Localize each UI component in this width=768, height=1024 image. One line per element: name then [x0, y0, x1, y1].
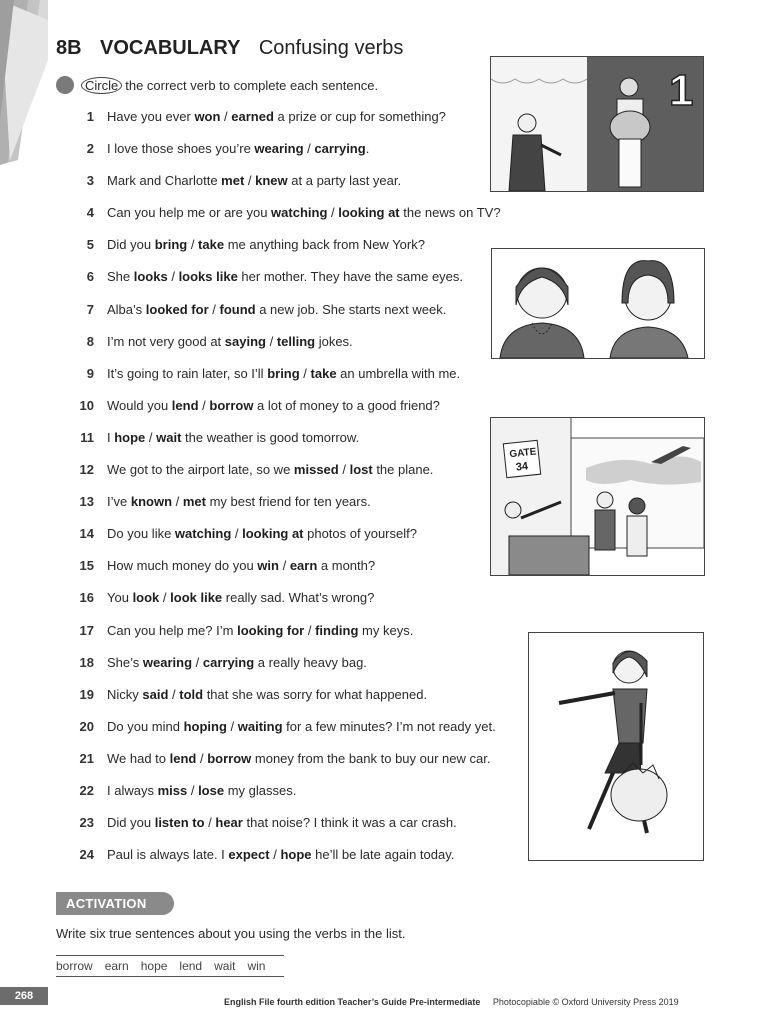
verb-option[interactable]: carrying — [314, 141, 366, 157]
sentence-fragment: the plane. — [372, 462, 434, 478]
instruction-text: the correct verb to complete each sentence. — [125, 77, 379, 93]
verb-option[interactable]: take — [198, 237, 225, 253]
sentence-fragment: / — [231, 526, 243, 542]
verb-option[interactable]: earn — [289, 558, 318, 574]
sentence-text — [107, 173, 401, 188]
sentence-fragment: at a party last year. — [287, 173, 402, 189]
sentence-item — [70, 847, 501, 879]
verb-option[interactable]: lend — [171, 397, 199, 413]
verb-option[interactable]: hear — [215, 815, 243, 831]
verb-option[interactable]: looking at — [338, 205, 400, 221]
verb-option[interactable]: lose — [198, 782, 225, 798]
sentence-text — [107, 526, 417, 541]
sentence-item — [70, 205, 501, 237]
sentence-number: 24 — [79, 847, 94, 863]
verb-option[interactable]: finding — [315, 622, 359, 638]
sentence-fragment: Would you — [107, 397, 172, 413]
sentence-item — [70, 655, 501, 687]
sentence-number: 8 — [86, 333, 94, 349]
sentence-fragment: a lot of money to a good friend? — [253, 397, 440, 413]
sentence-fragment: / — [145, 429, 157, 445]
sentence-text — [107, 302, 446, 317]
sentence-item — [70, 623, 501, 655]
mother-daughter-image — [492, 249, 704, 358]
topic-title: Confusing verbs — [258, 37, 404, 59]
sentence-fragment: I’m not very good at — [107, 333, 225, 349]
verb-option[interactable]: bring — [267, 365, 300, 381]
sentence-item — [70, 815, 501, 847]
sentence-fragment: Do you like — [107, 526, 175, 542]
sentence-fragment: It’s going to rain later, so I’ll — [107, 365, 268, 381]
verb-option[interactable]: listen to — [154, 815, 205, 831]
sentence-fragment: . — [365, 141, 370, 157]
sentence-fragment: Mark and Charlotte — [107, 173, 222, 189]
sentence-text — [107, 655, 367, 670]
sentence-fragment: he’ll be late again today. — [311, 847, 455, 863]
sentence-fragment: She’s — [107, 654, 143, 670]
verb-option[interactable]: found — [219, 301, 256, 317]
sentence-fragment: Can you help me? I’m — [107, 622, 238, 638]
sentence-fragment: a month? — [317, 558, 376, 574]
verb-option[interactable]: wait — [156, 429, 182, 445]
sentence-list — [70, 109, 501, 879]
verb-option[interactable]: telling — [276, 333, 316, 349]
sentence-number: 17 — [79, 622, 94, 638]
sentence-fragment: my best friend for ten years. — [205, 494, 371, 510]
verb-option[interactable]: looks — [133, 269, 168, 285]
verb-word-list — [56, 955, 284, 977]
sentence-text — [107, 237, 425, 252]
activation-label: ACTIVATION — [56, 892, 174, 915]
sentence-fragment: / — [327, 205, 339, 221]
sentence-fragment: her mother. They have the same eyes. — [237, 269, 464, 285]
verb-option[interactable]: miss — [157, 782, 188, 798]
verb-option[interactable]: expect — [228, 847, 270, 863]
sentence-fragment: a prize or cup for something? — [273, 109, 446, 124]
sentence-text — [107, 719, 496, 734]
illustration-mother-daughter — [491, 248, 705, 359]
sentence-number: 13 — [79, 494, 94, 510]
verb-option[interactable]: bring — [154, 237, 188, 253]
verb-option[interactable]: look like — [170, 590, 223, 606]
verb-option[interactable]: earned — [231, 109, 274, 124]
sentence-fragment: photos of yourself? — [303, 526, 417, 542]
verb-option[interactable]: wearing — [142, 654, 193, 670]
sentence-fragment: a really heavy bag. — [254, 654, 367, 670]
sentence-number: 3 — [86, 173, 94, 189]
verb-option[interactable]: carrying — [202, 654, 255, 670]
sentence-text — [107, 205, 501, 220]
verb-option[interactable]: looking at — [242, 526, 304, 542]
sentence-fragment: How much money do you — [107, 558, 258, 574]
sentence-text — [107, 334, 353, 349]
sentence-item — [70, 334, 501, 366]
sentence-text — [107, 398, 440, 413]
sentence-item — [70, 751, 501, 783]
sentence-number: 12 — [79, 462, 94, 478]
sentence-text — [107, 847, 454, 862]
sentence-text — [107, 269, 463, 284]
sentence-fragment: Alba’s — [107, 301, 146, 317]
unit-label: 8B — [56, 37, 82, 59]
sentence-number: 5 — [86, 237, 94, 253]
sentence-item — [70, 590, 501, 622]
sentence-number: 22 — [79, 782, 94, 798]
sentence-item — [70, 141, 501, 173]
sentence-text — [107, 590, 374, 605]
sentence-fragment: for a few minutes? I’m not ready yet. — [282, 718, 496, 734]
sentence-text — [107, 623, 413, 638]
sentence-text — [107, 366, 460, 381]
sentence-text — [107, 751, 490, 766]
verb-option[interactable]: wearing — [254, 141, 304, 157]
word-list-item: borrow — [56, 959, 93, 973]
sentence-fragment: that noise? I think it was a car crash. — [242, 815, 457, 831]
sentence-number: 23 — [79, 815, 94, 831]
sentence-fragment: the news on TV? — [399, 205, 501, 221]
page-header — [56, 37, 403, 60]
word-list-item: win — [247, 959, 266, 973]
sentence-fragment: that she was sorry for what happened. — [203, 686, 428, 702]
verb-option[interactable]: borrow — [209, 397, 254, 413]
sentence-fragment: my glasses. — [224, 782, 297, 798]
sentence-fragment: / — [204, 815, 216, 831]
sentence-item — [70, 398, 501, 430]
sentence-item — [70, 366, 501, 398]
sentence-fragment: / — [278, 558, 290, 574]
page-number: 268 — [0, 987, 48, 1005]
airport-gate-image — [491, 418, 704, 575]
sentence-number: 18 — [79, 654, 94, 670]
verb-option[interactable]: lend — [169, 750, 197, 766]
sentence-number: 1 — [86, 109, 94, 124]
sentence-fragment: / — [168, 686, 180, 702]
verb-option[interactable]: met — [221, 173, 245, 189]
gate-sign-line1: GATE — [508, 446, 537, 461]
verb-option[interactable]: watching — [271, 205, 328, 221]
sentence-fragment: / — [304, 622, 316, 638]
sentence-item — [70, 430, 501, 462]
verb-option[interactable]: saying — [224, 333, 266, 349]
sentence-fragment: We got to the airport late, so we — [107, 462, 294, 478]
verb-option[interactable]: met — [182, 494, 206, 510]
sentence-text — [107, 430, 359, 445]
sentence-fragment: / — [192, 654, 203, 670]
sentence-item — [70, 783, 501, 815]
sentence-fragment: / — [303, 141, 315, 157]
sentence-number: 7 — [86, 301, 94, 317]
sentence-fragment: the weather is good tomorrow. — [181, 429, 360, 445]
sentence-fragment: / — [187, 782, 199, 798]
sentence-fragment: We had to — [107, 750, 170, 766]
verb-option[interactable]: lost — [349, 462, 373, 478]
sentence-fragment: / — [269, 847, 281, 863]
verb-option[interactable]: told — [179, 686, 204, 702]
sentence-item — [70, 173, 501, 205]
sentence-item — [70, 687, 501, 719]
sentence-fragment: I love those shoes you’re — [107, 141, 255, 157]
sentence-fragment: / — [338, 462, 350, 478]
sentence-fragment: She — [107, 269, 134, 285]
sentence-fragment: Did you — [107, 815, 155, 831]
sentence-fragment: I always — [107, 782, 158, 798]
sentence-number: 2 — [86, 141, 94, 157]
illustration-trophy — [490, 56, 704, 192]
corner-fan-decoration — [0, 0, 48, 165]
verb-option[interactable]: knew — [255, 173, 288, 189]
sentence-number: 10 — [79, 397, 94, 413]
sentence-item — [70, 237, 501, 269]
word-list-item: hope — [140, 959, 168, 973]
trophy-number-label: 1 — [669, 66, 694, 115]
verb-option[interactable]: hope — [114, 429, 146, 445]
verb-option[interactable]: looked for — [145, 301, 209, 317]
sentence-fragment: / — [159, 590, 171, 606]
trophy-scene-image — [491, 57, 703, 191]
sentence-number: 11 — [80, 429, 94, 445]
verb-option[interactable]: watching — [174, 526, 232, 542]
sentence-fragment: really sad. What’s wrong? — [222, 590, 375, 606]
word-list-item: lend — [179, 959, 203, 973]
verb-option[interactable]: looks like — [178, 269, 238, 285]
verb-option[interactable]: hoping — [183, 718, 227, 734]
sentence-fragment: money from the bank to buy our new car. — [251, 750, 491, 766]
sentence-fragment: me anything back from New York? — [224, 237, 425, 253]
sentence-fragment: / — [196, 750, 208, 766]
sentence-number: 15 — [79, 558, 94, 574]
sentence-item — [70, 302, 501, 334]
verb-option[interactable]: said — [142, 686, 169, 702]
sentence-number: 19 — [79, 686, 94, 702]
verb-option[interactable]: take — [310, 365, 337, 381]
circled-word: Circle — [81, 77, 122, 94]
sentence-fragment: / — [208, 301, 220, 317]
sentence-fragment: / — [167, 269, 179, 285]
sentence-text — [107, 462, 433, 477]
sentence-fragment: / — [198, 397, 210, 413]
sentence-number: 4 — [86, 205, 94, 221]
sentence-fragment: / — [220, 109, 232, 124]
sentence-item — [70, 109, 501, 141]
exercise-marker-icon — [56, 76, 74, 94]
sentence-fragment: I’ve — [107, 494, 131, 510]
sentence-fragment: Nicky — [107, 686, 143, 702]
heavy-bag-image — [529, 633, 703, 860]
sentence-fragment: an umbrella with me. — [336, 365, 461, 381]
verb-option[interactable]: missed — [293, 462, 339, 478]
sentence-fragment: / — [226, 718, 238, 734]
illustration-airport-gate — [490, 417, 705, 576]
verb-option[interactable]: won — [194, 109, 221, 124]
sentence-number: 9 — [86, 365, 94, 381]
sentence-fragment: Can you help me or are you — [107, 205, 272, 221]
sentence-item — [70, 558, 501, 590]
sentence-fragment: / — [244, 173, 256, 189]
illustration-heavy-bag — [528, 632, 704, 861]
verb-option[interactable]: hope — [280, 847, 312, 863]
sentence-item — [70, 462, 501, 494]
sentence-number: 6 — [86, 269, 94, 285]
sentence-text — [107, 815, 457, 830]
sentence-fragment: a new job. She starts next week. — [255, 301, 447, 317]
sentence-fragment: I — [107, 429, 115, 445]
sentence-item — [70, 719, 501, 751]
sentence-item — [70, 494, 501, 526]
verb-option[interactable]: win — [257, 558, 279, 574]
sentence-text — [107, 783, 296, 798]
sentence-fragment: Paul is always late. I — [107, 847, 229, 863]
verb-option[interactable]: waiting — [237, 718, 283, 734]
sentence-fragment: / — [187, 237, 199, 253]
exercise-instruction — [56, 75, 378, 95]
verb-option[interactable]: looking for — [237, 622, 305, 638]
sentence-fragment: Have you ever — [107, 109, 195, 124]
word-list-item: earn — [104, 959, 129, 973]
gate-sign-line2: 34 — [515, 460, 529, 474]
sentence-number: 16 — [79, 590, 94, 606]
sentence-text — [107, 109, 446, 124]
sentence-number: 20 — [79, 718, 94, 734]
sentence-fragment: my keys. — [358, 622, 414, 638]
footer-book-title: English File fourth edition Teacher’s Guide Pre-intermediate — [224, 997, 481, 1007]
verb-option[interactable]: look — [132, 590, 160, 606]
page-footer — [224, 997, 679, 1007]
sentence-item — [70, 526, 501, 558]
sentence-fragment: You — [107, 590, 133, 606]
sentence-text — [107, 141, 369, 156]
activation-instruction: Write six true sentences about you using the verbs in the list. — [56, 926, 406, 941]
sentence-fragment: jokes. — [315, 333, 353, 349]
sentence-fragment: Do you mind — [107, 718, 184, 734]
word-list-item: wait — [214, 959, 236, 973]
sentence-number: 21 — [79, 750, 94, 766]
sentence-fragment: / — [299, 365, 311, 381]
sentence-number: 14 — [79, 526, 94, 542]
sentence-item — [70, 269, 501, 301]
verb-option[interactable]: known — [130, 494, 173, 510]
sentence-text — [107, 494, 371, 509]
sentence-fragment: / — [265, 333, 277, 349]
sentence-fragment: Did you — [107, 237, 155, 253]
footer-copyright: Photocopiable © Oxford University Press 2019 — [492, 997, 679, 1007]
sentence-text — [107, 687, 427, 702]
section-title: VOCABULARY — [100, 37, 241, 59]
sentence-text — [107, 558, 375, 573]
sentence-fragment: / — [172, 494, 183, 510]
verb-option[interactable]: borrow — [207, 750, 252, 766]
